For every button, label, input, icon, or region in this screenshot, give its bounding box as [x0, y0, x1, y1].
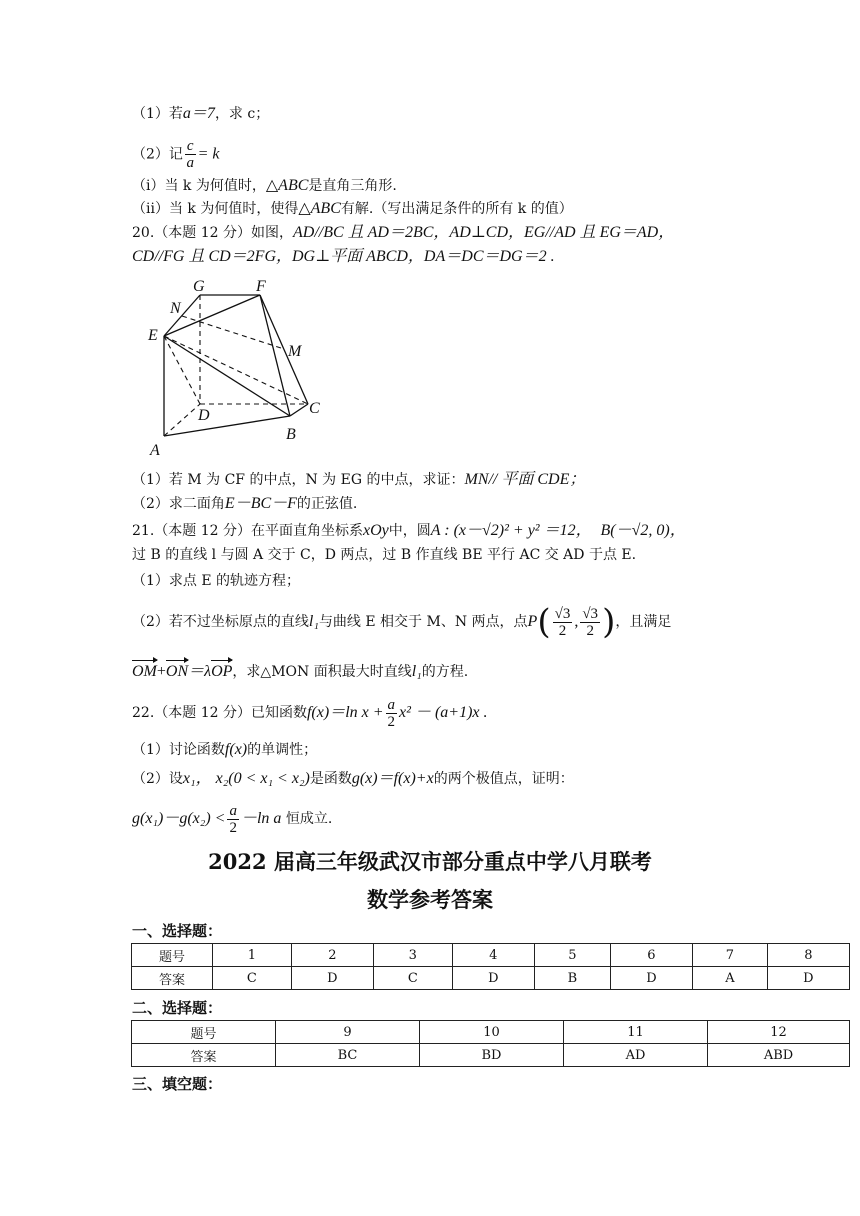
q21-line1 [132, 521, 686, 541]
q22-frac [386, 697, 398, 730]
q21-p1-text: （1）求点 E 的轨迹方程； [132, 573, 301, 589]
table-cell: ABD [708, 1044, 850, 1067]
q19-p1-label: （1）若 [132, 106, 183, 122]
q22-fx: f(x)＝ln x + [306, 704, 384, 721]
table-cell: D [610, 967, 692, 990]
q21-vector-om: OM [132, 663, 157, 680]
q22-p2-g: g(x)＝f(x)+x [351, 770, 434, 787]
q21-part2 [132, 604, 671, 640]
q22-ineq-frac [227, 803, 239, 836]
table-cell: D [291, 967, 373, 990]
q20-line2 [132, 247, 555, 267]
table-cell: C [373, 967, 452, 990]
q21-eq-lambda: ＝λ [188, 663, 212, 680]
q19-p2-eq: = k [197, 145, 220, 163]
q20-p2-text: （2）求二面角 [132, 496, 225, 512]
q20-p1-math: MN// 平面 CDE； [464, 471, 586, 488]
table-cell: AD [564, 1044, 708, 1067]
label-B: B [286, 426, 296, 443]
q20-cond2: CD//FG 且 CD＝2FG，DG⊥平面 ABCD，DA＝DC＝DG＝2 . [132, 248, 555, 265]
table-cell: D [452, 967, 534, 990]
q19-part1 [132, 104, 269, 124]
section-multi-choice: 二、选择题： [132, 999, 223, 1017]
q19-sub-i [132, 176, 397, 196]
section-fill-blank: 三、填空题： [132, 1075, 223, 1093]
q19-p1-eq: a＝7 [182, 105, 215, 122]
q19-i-text-b: 是直角三角形. [308, 178, 397, 194]
label-E: E [148, 327, 158, 344]
q21-p2-text-c: ，且满足 [615, 614, 672, 630]
edge-AB [164, 416, 290, 436]
table-cell: 2 [291, 944, 373, 967]
table-cell: D [767, 967, 849, 990]
table-cell: 11 [564, 1021, 708, 1044]
label-M: M [288, 343, 302, 360]
table-cell: BD [420, 1044, 564, 1067]
q21-vector-on: ON [165, 663, 189, 680]
q21-xoy: xOy [362, 522, 389, 539]
q22-p2-text-a: （2）设 [132, 771, 183, 787]
q21-p2-text-e: 的方程. [421, 664, 469, 680]
q21-point-p: P [527, 613, 538, 630]
answer-subtitle: 数学参考答案 [367, 887, 493, 912]
label-G: G [193, 278, 205, 295]
edge-EC [164, 336, 308, 404]
q22-frac-den: 2 [387, 713, 396, 730]
table-cell: 9 [276, 1021, 420, 1044]
q21-line2 [132, 545, 636, 565]
q20-head: 20.（本题 12 分）如图， [132, 225, 293, 241]
q19-frac-num: c [186, 138, 194, 154]
q22-ineq-a: g(x₁)－g(x₂) < [132, 810, 226, 827]
q22-frac-num: a [387, 696, 396, 713]
q22-ineq-den: 2 [229, 819, 237, 836]
q21-point-b: B(－√2, 0)， [600, 522, 686, 539]
table-cell: C [213, 967, 292, 990]
q21-line2-text: 过 B 的直线 l 与圆 A 交于 C，D 两点，过 B 作直线 BE 平行 AC 交 AD 于点 E. [132, 547, 637, 563]
q21-head: 21.（本题 12 分）在平面直角坐标系 [132, 523, 363, 539]
edge-BC [290, 404, 308, 416]
table-row [132, 1021, 850, 1044]
q21-frac-1 [553, 606, 573, 639]
q20-p1-text: （1）若 M 为 CF 的中点，N 为 EG 的中点，求证： [132, 472, 465, 488]
table-cell: 1 [213, 944, 292, 967]
section-single-choice: 一、选择题： [132, 922, 223, 940]
q22-p2-range: (0 < x₁ < x₂) [228, 770, 310, 787]
q22-p1-f: f(x) [224, 741, 248, 758]
q20-cond1: AD//BC 且 AD＝2BC，AD⊥CD，EG//AD 且 EG＝AD， [292, 224, 675, 241]
table-cell: 8 [767, 944, 849, 967]
q20-p2-tail: 的正弦值. [296, 496, 358, 512]
table-cell: 6 [610, 944, 692, 967]
q22-ineq-c: 恒成立. [285, 811, 333, 827]
q19-i-triangle: △ABC [265, 177, 309, 194]
q21-l1: l₁ [308, 613, 319, 630]
q21-frac2-den: 2 [586, 622, 594, 639]
q19-fraction [185, 138, 196, 171]
q22-line1 [132, 696, 488, 730]
q21-comma: , [574, 613, 579, 630]
table-row [132, 1044, 850, 1067]
label-C: C [309, 400, 320, 417]
row-header-ans: 答案 [132, 1044, 276, 1067]
q19-ii-text-a: （ii）当 k 为何值时，使得 [132, 201, 299, 217]
table-cell: B [534, 967, 610, 990]
q19-part2 [132, 138, 220, 171]
q22-ineq-b: －ln a [240, 810, 282, 827]
q19-frac-den: a [186, 155, 194, 171]
label-N: N [170, 300, 181, 317]
q22-part1 [132, 740, 317, 760]
q22-head: 22.（本题 12 分）已知函数 [132, 705, 307, 721]
multi-choice-table [131, 1020, 850, 1067]
row-header-num: 题号 [132, 944, 213, 967]
q21-frac2-num: √3 [582, 605, 599, 622]
q21-paren-left: ( [537, 602, 551, 642]
q19-i-text-a: （i）当 k 为何值时， [132, 178, 266, 194]
q19-p2-label: （2）记 [132, 146, 183, 163]
q19-ii-text-b: 有解.（写出满足条件的所有 k 的值） [340, 201, 573, 217]
table-row [132, 944, 850, 967]
q21-part1 [132, 571, 300, 591]
q22-inequality [132, 802, 332, 836]
q20-part2 [132, 494, 357, 514]
q21-vector-op: OP [211, 663, 233, 680]
q22-p1-text-b: 的单调性； [247, 742, 318, 758]
q22-ineq-num: a [229, 802, 237, 819]
single-choice-table [131, 943, 850, 990]
q19-p1-tail: ，求 c； [214, 106, 270, 122]
edge-ED [164, 336, 200, 404]
q20-p2-math: E－BC－F [224, 495, 297, 512]
q20-geometry-figure [140, 276, 340, 460]
row-header-ans: 答案 [132, 967, 213, 990]
label-F: F [256, 278, 266, 295]
q22-ftail: x² － (a+1)x . [399, 704, 488, 721]
q19-sub-ii [132, 199, 573, 219]
table-cell: 10 [420, 1021, 564, 1044]
table-cell: 12 [708, 1021, 850, 1044]
q19-ii-triangle: △ABC [298, 200, 341, 217]
table-cell: 4 [452, 944, 534, 967]
q21-paren-right: ) [602, 602, 616, 642]
table-cell: 3 [373, 944, 452, 967]
q21-circle-eq: A : (x－√2)² + y² ＝12， [430, 522, 592, 539]
table-cell: A [693, 967, 768, 990]
q21-frac1-num: √3 [554, 605, 571, 622]
q21-plus: + [156, 663, 166, 680]
q22-p2-x: x₁， x₂ [182, 770, 229, 787]
q21-l1-b: l₁ [411, 663, 422, 680]
q20-line1 [132, 223, 674, 243]
answer-title: 2022 届高三年级武汉市部分重点中学八月联考 [208, 849, 652, 874]
q21-vector-line [132, 662, 468, 682]
table-row [132, 967, 850, 990]
table-cell: 5 [534, 944, 610, 967]
q21-p2-text-b: 与曲线 E 相交于 M、N 两点，点 [318, 614, 528, 630]
q21-p2-text-d: ，求△MON 面积最大时直线 [232, 664, 412, 680]
table-cell: BC [276, 1044, 420, 1067]
q21-frac1-den: 2 [558, 622, 567, 639]
q21-mid: 中，圆 [388, 523, 431, 539]
q22-p2-text-c: 的两个极值点，证明： [433, 771, 574, 787]
q20-part1 [132, 470, 585, 490]
label-D: D [198, 407, 210, 424]
q22-p1-text-a: （1）讨论函数 [132, 742, 225, 758]
q22-part2 [132, 769, 574, 789]
q21-p2-text-a: （2）若不过坐标原点的直线 [132, 614, 309, 630]
row-header-num: 题号 [132, 1021, 276, 1044]
label-A: A [150, 442, 160, 459]
edge-FB [260, 295, 290, 416]
table-cell: 7 [693, 944, 768, 967]
q22-p2-text-b: 是函数 [309, 771, 352, 787]
q21-frac-2 [580, 606, 600, 639]
